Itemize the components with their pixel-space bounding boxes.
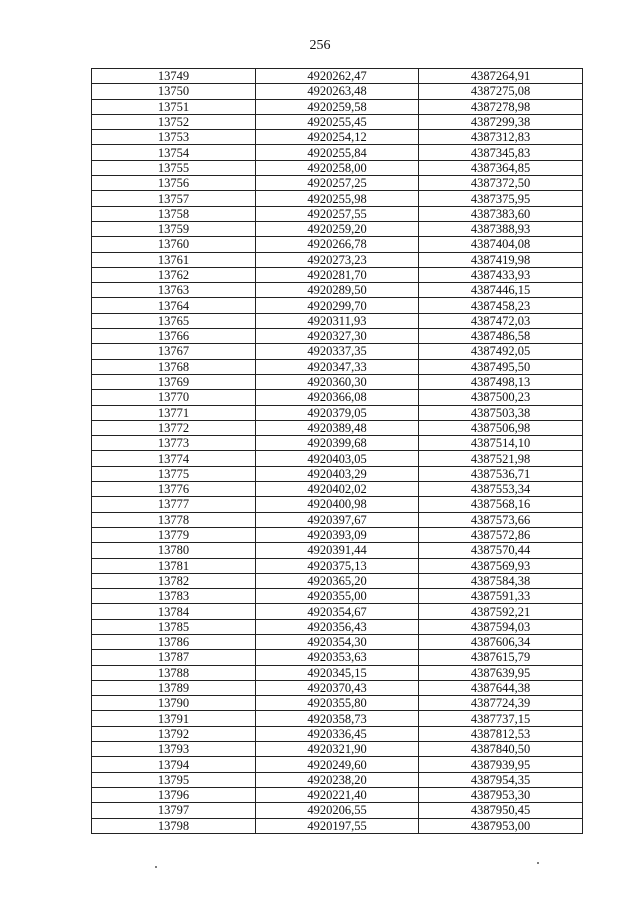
point-number-cell: 13798 — [92, 818, 256, 833]
y-coordinate-cell: 4387458,23 — [419, 298, 583, 313]
table-row — [92, 390, 583, 405]
x-coordinate-cell: 4920365,20 — [256, 573, 419, 588]
point-number-cell: 13777 — [92, 497, 256, 512]
point-number-cell: 13788 — [92, 665, 256, 680]
point-number-cell: 13789 — [92, 680, 256, 695]
table-row — [92, 237, 583, 252]
point-number-cell: 13760 — [92, 237, 256, 252]
table-row — [92, 405, 583, 420]
table-row — [92, 650, 583, 665]
x-coordinate-cell: 4920402,02 — [256, 482, 419, 497]
x-coordinate-cell: 4920403,05 — [256, 451, 419, 466]
point-number-cell: 13763 — [92, 283, 256, 298]
x-coordinate-cell: 4920366,08 — [256, 390, 419, 405]
table-row — [92, 221, 583, 236]
table-row — [92, 818, 583, 833]
x-coordinate-cell: 4920255,45 — [256, 114, 419, 129]
point-number-cell: 13758 — [92, 206, 256, 221]
table-row — [92, 130, 583, 145]
page-number: 256 — [309, 38, 331, 53]
table-row — [92, 772, 583, 787]
y-coordinate-cell: 4387299,38 — [419, 114, 583, 129]
scan-dot — [155, 866, 157, 868]
y-coordinate-cell: 4387573,66 — [419, 512, 583, 527]
x-coordinate-cell: 4920266,78 — [256, 237, 419, 252]
table-row — [92, 99, 583, 114]
x-coordinate-cell: 4920263,48 — [256, 84, 419, 99]
y-coordinate-cell: 4387570,44 — [419, 543, 583, 558]
table-row — [92, 69, 583, 84]
x-coordinate-cell: 4920254,12 — [256, 130, 419, 145]
point-number-cell: 13783 — [92, 589, 256, 604]
point-number-cell: 13781 — [92, 558, 256, 573]
point-number-cell: 13784 — [92, 604, 256, 619]
table-row — [92, 665, 583, 680]
y-coordinate-cell: 4387591,33 — [419, 589, 583, 604]
x-coordinate-cell: 4920403,29 — [256, 466, 419, 481]
x-coordinate-cell: 4920257,25 — [256, 176, 419, 191]
x-coordinate-cell: 4920311,93 — [256, 313, 419, 328]
table-row — [92, 787, 583, 802]
point-number-cell: 13762 — [92, 267, 256, 282]
point-number-cell: 13754 — [92, 145, 256, 160]
y-coordinate-cell: 4387503,38 — [419, 405, 583, 420]
point-number-cell: 13773 — [92, 436, 256, 451]
x-coordinate-cell: 4920360,30 — [256, 374, 419, 389]
x-coordinate-cell: 4920375,13 — [256, 558, 419, 573]
table-row — [92, 267, 583, 282]
table-row — [92, 191, 583, 206]
y-coordinate-cell: 4387572,86 — [419, 527, 583, 542]
y-coordinate-cell: 4387521,98 — [419, 451, 583, 466]
x-coordinate-cell: 4920370,43 — [256, 680, 419, 695]
x-coordinate-cell: 4920354,67 — [256, 604, 419, 619]
y-coordinate-cell: 4387446,15 — [419, 283, 583, 298]
y-coordinate-cell: 4387375,95 — [419, 191, 583, 206]
point-number-cell: 13776 — [92, 482, 256, 497]
y-coordinate-cell: 4387433,93 — [419, 267, 583, 282]
table-row — [92, 803, 583, 818]
point-number-cell: 13782 — [92, 573, 256, 588]
y-coordinate-cell: 4387536,71 — [419, 466, 583, 481]
y-coordinate-cell: 4387404,08 — [419, 237, 583, 252]
x-coordinate-cell: 4920358,73 — [256, 711, 419, 726]
x-coordinate-cell: 4920255,98 — [256, 191, 419, 206]
point-number-cell: 13750 — [92, 84, 256, 99]
table-row — [92, 696, 583, 711]
point-number-cell: 13793 — [92, 742, 256, 757]
x-coordinate-cell: 4920273,23 — [256, 252, 419, 267]
x-coordinate-cell: 4920238,20 — [256, 772, 419, 787]
table-row — [92, 527, 583, 542]
y-coordinate-cell: 4387939,95 — [419, 757, 583, 772]
y-coordinate-cell: 4387606,34 — [419, 634, 583, 649]
y-coordinate-cell: 4387954,35 — [419, 772, 583, 787]
point-number-cell: 13796 — [92, 787, 256, 802]
point-number-cell: 13756 — [92, 176, 256, 191]
y-coordinate-cell: 4387492,05 — [419, 344, 583, 359]
y-coordinate-cell: 4387419,98 — [419, 252, 583, 267]
y-coordinate-cell: 4387372,50 — [419, 176, 583, 191]
y-coordinate-cell: 4387639,95 — [419, 665, 583, 680]
y-coordinate-cell: 4387737,15 — [419, 711, 583, 726]
point-number-cell: 13775 — [92, 466, 256, 481]
y-coordinate-cell: 4387264,91 — [419, 69, 583, 84]
point-number-cell: 13792 — [92, 726, 256, 741]
point-number-cell: 13794 — [92, 757, 256, 772]
table-row — [92, 497, 583, 512]
y-coordinate-cell: 4387388,93 — [419, 221, 583, 236]
table-row — [92, 329, 583, 344]
y-coordinate-cell: 4387312,83 — [419, 130, 583, 145]
point-number-cell: 13772 — [92, 420, 256, 435]
y-coordinate-cell: 4387840,50 — [419, 742, 583, 757]
table-row — [92, 680, 583, 695]
table-row — [92, 145, 583, 160]
table-row — [92, 512, 583, 527]
point-number-cell: 13791 — [92, 711, 256, 726]
point-number-cell: 13751 — [92, 99, 256, 114]
x-coordinate-cell: 4920399,68 — [256, 436, 419, 451]
x-coordinate-cell: 4920321,90 — [256, 742, 419, 757]
table-row — [92, 726, 583, 741]
table-row — [92, 604, 583, 619]
y-coordinate-cell: 4387950,45 — [419, 803, 583, 818]
point-number-cell: 13765 — [92, 313, 256, 328]
point-number-cell: 13752 — [92, 114, 256, 129]
point-number-cell: 13779 — [92, 527, 256, 542]
y-coordinate-cell: 4387953,30 — [419, 787, 583, 802]
point-number-cell: 13767 — [92, 344, 256, 359]
x-coordinate-cell: 4920221,40 — [256, 787, 419, 802]
x-coordinate-cell: 4920354,30 — [256, 634, 419, 649]
y-coordinate-cell: 4387506,98 — [419, 420, 583, 435]
table-row — [92, 359, 583, 374]
y-coordinate-cell: 4387584,38 — [419, 573, 583, 588]
table-row — [92, 558, 583, 573]
x-coordinate-cell: 4920327,30 — [256, 329, 419, 344]
point-number-cell: 13790 — [92, 696, 256, 711]
y-coordinate-cell: 4387724,39 — [419, 696, 583, 711]
x-coordinate-cell: 4920337,35 — [256, 344, 419, 359]
y-coordinate-cell: 4387383,60 — [419, 206, 583, 221]
y-coordinate-cell: 4387953,00 — [419, 818, 583, 833]
point-number-cell: 13769 — [92, 374, 256, 389]
y-coordinate-cell: 4387568,16 — [419, 497, 583, 512]
y-coordinate-cell: 4387500,23 — [419, 390, 583, 405]
y-coordinate-cell: 4387514,10 — [419, 436, 583, 451]
x-coordinate-cell: 4920259,58 — [256, 99, 419, 114]
point-number-cell: 13766 — [92, 329, 256, 344]
y-coordinate-cell: 4387278,98 — [419, 99, 583, 114]
table-row — [92, 176, 583, 191]
y-coordinate-cell: 4387553,34 — [419, 482, 583, 497]
coordinates-table-body — [92, 69, 583, 834]
point-number-cell: 13768 — [92, 359, 256, 374]
x-coordinate-cell: 4920336,45 — [256, 726, 419, 741]
x-coordinate-cell: 4920258,00 — [256, 160, 419, 175]
point-number-cell: 13774 — [92, 451, 256, 466]
point-number-cell: 13753 — [92, 130, 256, 145]
table-row — [92, 482, 583, 497]
x-coordinate-cell: 4920391,44 — [256, 543, 419, 558]
x-coordinate-cell: 4920345,15 — [256, 665, 419, 680]
x-coordinate-cell: 4920397,67 — [256, 512, 419, 527]
point-number-cell: 13759 — [92, 221, 256, 236]
point-number-cell: 13755 — [92, 160, 256, 175]
table-row — [92, 634, 583, 649]
point-number-cell: 13771 — [92, 405, 256, 420]
table-row — [92, 374, 583, 389]
x-coordinate-cell: 4920299,70 — [256, 298, 419, 313]
y-coordinate-cell: 4387594,03 — [419, 619, 583, 634]
table-row — [92, 313, 583, 328]
table-row — [92, 711, 583, 726]
x-coordinate-cell: 4920289,50 — [256, 283, 419, 298]
scan-dot — [537, 862, 539, 864]
point-number-cell: 13785 — [92, 619, 256, 634]
x-coordinate-cell: 4920262,47 — [256, 69, 419, 84]
coordinates-table — [91, 68, 583, 834]
table-row — [92, 252, 583, 267]
y-coordinate-cell: 4387498,13 — [419, 374, 583, 389]
x-coordinate-cell: 4920197,55 — [256, 818, 419, 833]
y-coordinate-cell: 4387345,83 — [419, 145, 583, 160]
table-row — [92, 619, 583, 634]
table-row — [92, 757, 583, 772]
x-coordinate-cell: 4920347,33 — [256, 359, 419, 374]
point-number-cell: 13795 — [92, 772, 256, 787]
point-number-cell: 13780 — [92, 543, 256, 558]
point-number-cell: 13797 — [92, 803, 256, 818]
table-row — [92, 742, 583, 757]
point-number-cell: 13770 — [92, 390, 256, 405]
table-row — [92, 543, 583, 558]
x-coordinate-cell: 4920249,60 — [256, 757, 419, 772]
table-row — [92, 298, 583, 313]
x-coordinate-cell: 4920255,84 — [256, 145, 419, 160]
table-row — [92, 114, 583, 129]
table-row — [92, 451, 583, 466]
y-coordinate-cell: 4387592,21 — [419, 604, 583, 619]
x-coordinate-cell: 4920400,98 — [256, 497, 419, 512]
table-row — [92, 589, 583, 604]
point-number-cell: 13761 — [92, 252, 256, 267]
x-coordinate-cell: 4920355,00 — [256, 589, 419, 604]
table-row — [92, 344, 583, 359]
table-row — [92, 160, 583, 175]
table-row — [92, 466, 583, 481]
point-number-cell: 13787 — [92, 650, 256, 665]
x-coordinate-cell: 4920379,05 — [256, 405, 419, 420]
x-coordinate-cell: 4920355,80 — [256, 696, 419, 711]
y-coordinate-cell: 4387569,93 — [419, 558, 583, 573]
table-row — [92, 84, 583, 99]
y-coordinate-cell: 4387364,85 — [419, 160, 583, 175]
table-row — [92, 436, 583, 451]
point-number-cell: 13749 — [92, 69, 256, 84]
table-row — [92, 573, 583, 588]
table-row — [92, 420, 583, 435]
y-coordinate-cell: 4387644,38 — [419, 680, 583, 695]
y-coordinate-cell: 4387812,53 — [419, 726, 583, 741]
y-coordinate-cell: 4387615,79 — [419, 650, 583, 665]
y-coordinate-cell: 4387486,58 — [419, 329, 583, 344]
y-coordinate-cell: 4387275,08 — [419, 84, 583, 99]
point-number-cell: 13764 — [92, 298, 256, 313]
table-row — [92, 206, 583, 221]
x-coordinate-cell: 4920206,55 — [256, 803, 419, 818]
y-coordinate-cell: 4387495,50 — [419, 359, 583, 374]
x-coordinate-cell: 4920393,09 — [256, 527, 419, 542]
table-row — [92, 283, 583, 298]
point-number-cell: 13757 — [92, 191, 256, 206]
point-number-cell: 13778 — [92, 512, 256, 527]
x-coordinate-cell: 4920356,43 — [256, 619, 419, 634]
x-coordinate-cell: 4920281,70 — [256, 267, 419, 282]
x-coordinate-cell: 4920259,20 — [256, 221, 419, 236]
x-coordinate-cell: 4920257,55 — [256, 206, 419, 221]
y-coordinate-cell: 4387472,03 — [419, 313, 583, 328]
x-coordinate-cell: 4920353,63 — [256, 650, 419, 665]
point-number-cell: 13786 — [92, 634, 256, 649]
x-coordinate-cell: 4920389,48 — [256, 420, 419, 435]
